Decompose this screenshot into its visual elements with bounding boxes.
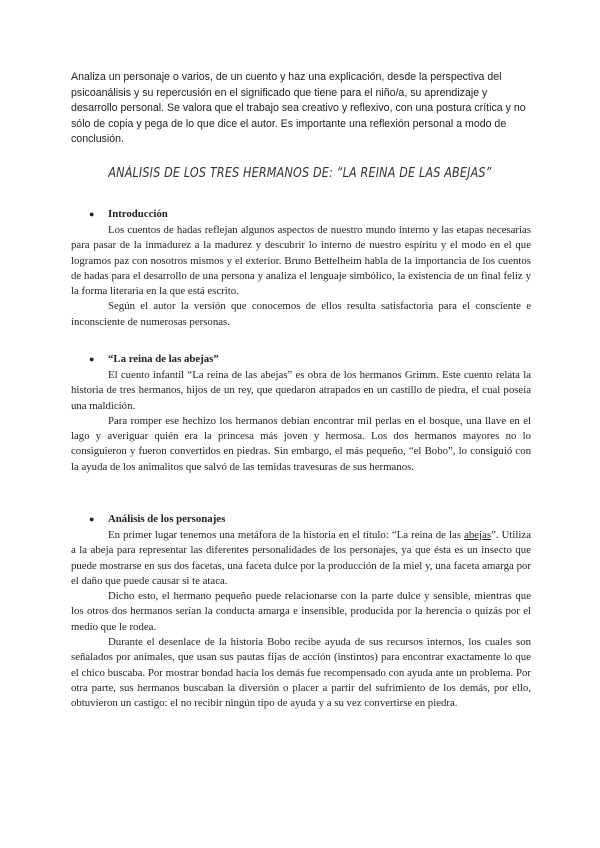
bullet-icon: ● xyxy=(89,354,95,364)
section-heading xyxy=(71,512,531,528)
section-heading-text: Introducción xyxy=(108,208,168,220)
section-heading-text: Análisis de los personajes xyxy=(108,513,226,525)
section-la-reina-de-las-abejas xyxy=(71,352,531,475)
bullet-icon: ● xyxy=(89,514,95,524)
paragraph: Para romper ese hechizo los hermanos debían encontrar mil perlas en el bosque, una llave en el lago y averiguar quién era la princesa más joven y hermosa. Los dos hermanos mayores no lo consiguieron y fueron convertidos en piedras. Sin embargo, el más pequeño, “el Bobo”, lo consiguió con la ayuda de los animalitos que salvó de las temidas travesuras de sus hermanos. xyxy=(71,414,531,473)
section-heading xyxy=(71,207,531,223)
paragraph: En primer lugar tenemos una metáfora de la historia en el título: “La reina de las abejas”. Utiliza a la abeja para representar las diferentes personalidades de los personajes, ya que ésta es un insecto que puede mostrarse en sus dos facetas, una faceta dulce por la producción de la miel y, una faceta amarga por el daño que puede causar si te ataca. xyxy=(71,529,532,587)
paragraph: Los cuentos de hadas reflejan algunos aspectos de nuestro mundo interno y las etapas necesarias para pasar de la inmadurez a la madurez y descubrir lo interno de nuestro espíritu y el modo en el que logramos paz con nosotros mismos y el exterior. Bruno Bettelheim habla de la importancia de los cuentos de hadas para el desarrollo de una persona y analiza el lenguaje simbólico, la existencia de un final feliz y la forma literaria en la que está escrito. xyxy=(71,224,531,298)
document-title: ANÁLISIS DE LOS TRES HERMANOS DE: “LA REINA DE LAS ABEJAS” xyxy=(108,166,492,181)
section-heading-text: “La reina de las abejas” xyxy=(108,353,219,365)
section-introduction xyxy=(71,207,531,330)
paragraph: El cuento infantil “La reina de las abejas” es obra de los hermanos Grimm. Este cuento relata la historia de tres hermanos, hijos de un rey, que quedaron atrapados en un castillo de piedra, el cual poseía una maldición. xyxy=(71,369,531,412)
bullet-icon: ● xyxy=(89,209,95,219)
assignment-prompt: Analiza un personaje o varios, de un cuento y haz una explicación, desde la perspectiva del psicoanálisis y su repercusión en el significado que tiene para el niño/a, su aprendizaje y desarrollo personal. Se valora que el trabajo sea creativo y reflexivo, con una postura crítica y no sólo de copia y pega de lo que dice el autor. Es importante una reflexión personal a modo de conclusión. xyxy=(71,71,526,146)
section-analisis-personajes xyxy=(71,512,531,712)
paragraph: Durante el desenlace de la historia Bobo recibe ayuda de sus recursos internos, los cuales son señalados por animales, que usan sus pautas fijas de acción (instintos) para encontrar exactamente lo que el chico buscaba. Por mostrar bondad hacia los demás fue recompensado con ayuda ante un problema. Por otra parte, sus hermanos buscaban la diversión o placer a partir del sufrimiento de los demás, por ello, obtuvieron un castigo: el no recibir ningún tipo de ayuda y a su vez convertirse en piedra. xyxy=(71,636,531,710)
section-heading xyxy=(71,352,531,368)
paragraph: Dicho esto, el hermano pequeño puede relacionarse con la parte dulce y sensible, mientras que los otros dos hermanos serían la conducta amarga e insensible, producida por la herencia o quizás por el medio que le rodea. xyxy=(71,590,531,633)
paragraph: Según el autor la versión que conocemos de ellos resulta satisfactoria para el consciente e inconsciente de numerosas personas. xyxy=(71,300,531,328)
